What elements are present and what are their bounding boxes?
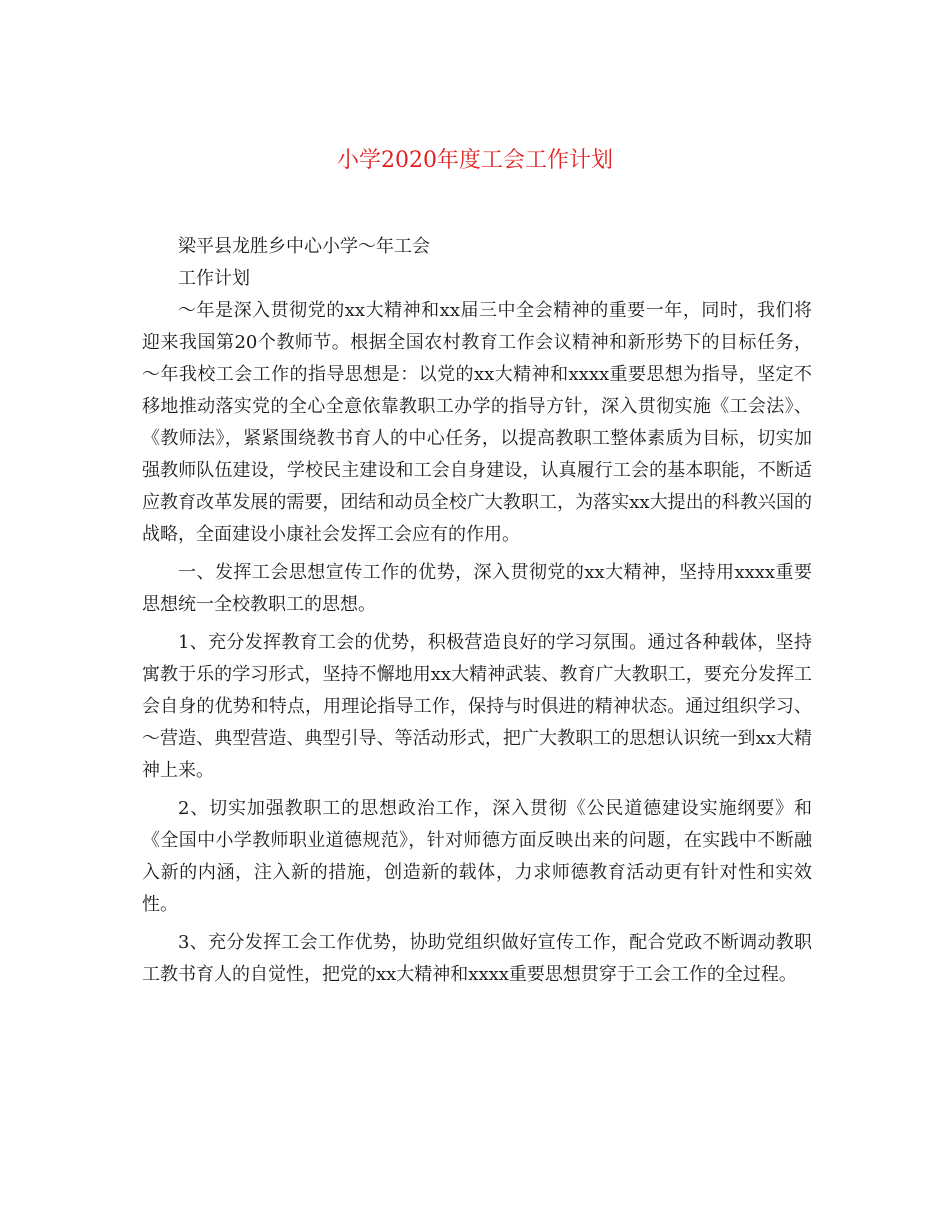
paragraph-school-name: 梁平县龙胜乡中心小学～年工会 [178, 236, 430, 257]
document-title: 小学2020年度工会工作计划 [337, 148, 613, 173]
paragraph-guiding-thought: ～年是深入贯彻党的xx大精神和xx届三中全会精神的重要一年，同时，我们将迎来我国第20个教师节。根据全国农村教育工作会议精神和新形势下的目标任务，～年我校工会工作的指导思想是：以党的xx大精神和xxxx重要思想为指导，坚定不移地推动落实党的全心全意依靠教职工办学的指导方针，深入贯彻实施《工会法》、《教师法》，紧紧围绕教书育人的中心任务，以提高教职工整体素质为目标，切实加强教师队伍建设，学校民主建设和工会自身建设，认真履行工会的基本职能，不断适应教育改革发展的需要，团结和动员全校广大教职工，为落实xx大提出的科教兴国的战略，全面建设小康社会发挥工会应有的作用。 [142, 300, 812, 545]
document-body [142, 231, 812, 997]
paragraph-item-1: 1、充分发挥教育工会的优势，积极营造良好的学习氛围。通过各种载体，坚持寓教于乐的学习形式，坚持不懈地用xx大精神武装、教育广大教职工，要充分发挥工会自身的优势和特点，用理论指导工作，保持与时俱进的精神状态。通过组织学习、～营造、典型营造、典型引导、等活动形式，把广大教职工的思想认识统一到xx大精神上来。 [142, 632, 812, 781]
paragraph-item-2: 2、切实加强教职工的思想政治工作，深入贯彻《公民道德建设实施纲要》和《全国中小学教师职业道德规范》，针对师德方面反映出来的问题，在实践中不断融入新的内涵，注入新的措施，创造新的载体，力求师德教育活动更有针对性和实效性。 [142, 798, 812, 915]
paragraph-plan-label: 工作计划 [178, 268, 250, 289]
paragraph-item-3: 3、充分发挥工会工作优势，协助党组织做好宣传工作，配合党政不断调动教职工教书育人的自觉性，把党的xx大精神和xxxx重要思想贯穿于工会工作的全过程。 [142, 932, 812, 985]
paragraph-section-one-heading: 一、发挥工会思想宣传工作的优势，深入贯彻党的xx大精神，坚持用xxxx重要思想统一全校教职工的思想。 [142, 562, 812, 615]
